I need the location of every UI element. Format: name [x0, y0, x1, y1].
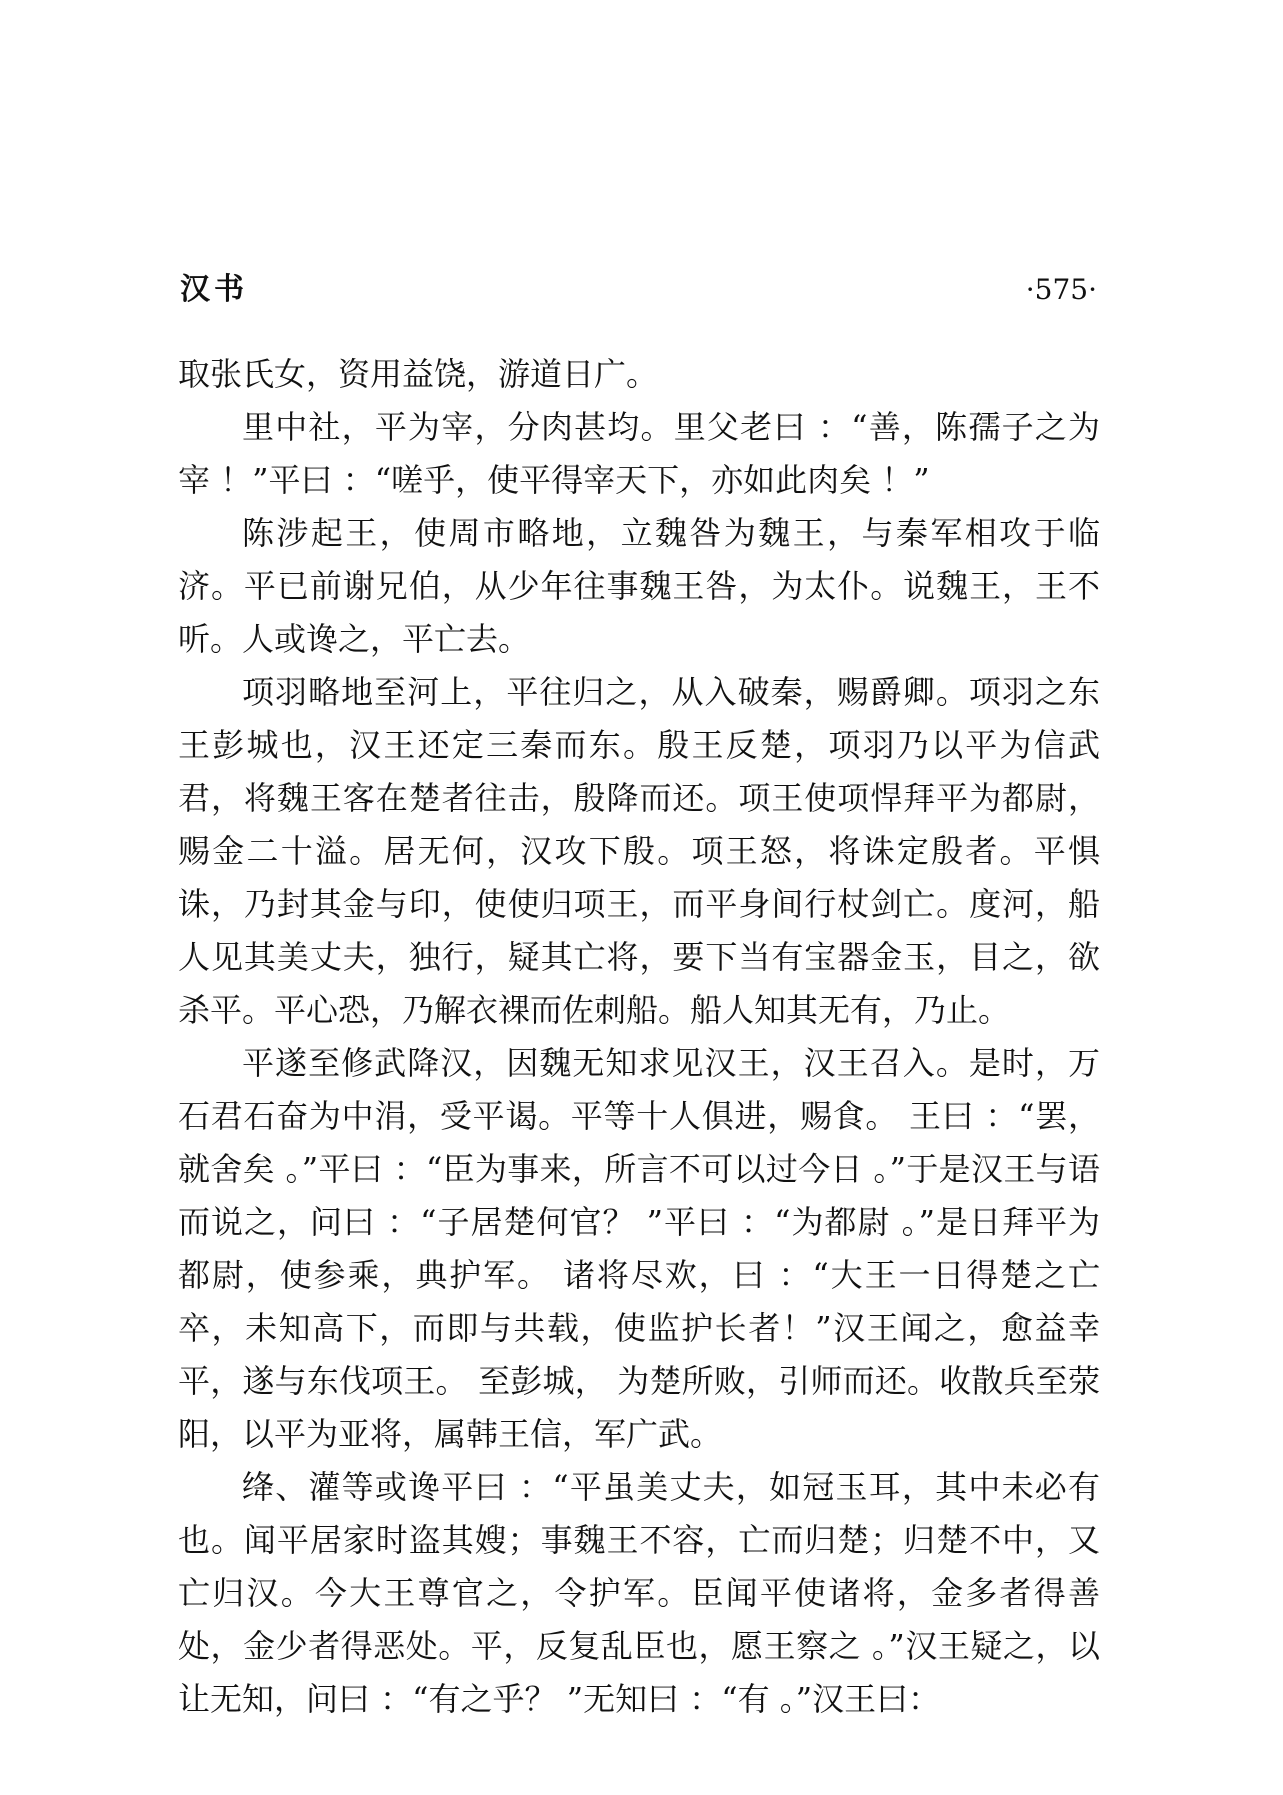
page-header [180, 270, 1097, 310]
paragraph: 取张氏女，资用益饶，游道日广。 [178, 355, 659, 393]
paragraph: 项羽略地至河上，平往归之，从入破秦，赐爵卿。项羽之东王彭城也，汉王还定三秦而东。殷王反楚，项羽乃以平为信武君，将魏王客在楚者往击，殷降而还。项王使项悍拜平为都尉，赐金二十溢。居无何，汉攻下殷。项王怒，将诛定殷者。平惧诛，乃封其金与印，使使归项王，而平身间行杖剑亡。度河，船人见其美丈夫，独行，疑其亡将，要下当有宝器金玉，目之，欲杀平。平心恐，乃解衣裸而佐刺船。船人知其无有，乃止。 [178, 673, 1100, 1029]
paragraph: 陈涉起王，使周市略地，立魏咎为魏王，与秦军相攻于临济。平已前谢兄伯，从少年往事魏王咎，为太仆。说魏王，王不听。人或谗之，平亡去。 [178, 514, 1100, 658]
body-text [178, 348, 1100, 1726]
page-number: ·575· [1025, 273, 1097, 306]
paragraph: 平遂至修武降汉，因魏无知求见汉王，汉王召入。是时，万石君石奋为中涓，受平谒。平等十人俱进，赐食。 王曰 ：“罢，就舍矣 。”平曰 ：“臣为事来，所言不可以过今日 。”于是汉王与语而说之，问曰 ：“子居楚何官？ ”平曰 ：“为都尉 。”是日拜平为都尉，使参乘，典护军。 诸将尽欢，曰 ：“大王一日得楚之亡卒，未知高下，而即与共载，使监护长者！”汉王闻之，愈益幸平，遂与东伐项王。 至彭城， 为楚所败，引师而还。收散兵至荥阳，以平为亚将，属韩王信，军广武。 [178, 1044, 1100, 1453]
paragraph: 绛、灌等或谗平曰 ：“平虽美丈夫，如冠玉耳，其中未必有也。闻平居家时盗其嫂；事魏王不容，亡而归楚；归楚不中，又亡归汉。今大王尊官之，令护军。臣闻平使诸将，金多者得善处，金少者得恶处。平，反复乱臣也，愿王察之 。”汉王疑之，以让无知，问曰 ：“有之乎？ ”无知曰 ：“有 。”汉王曰： [178, 1468, 1100, 1718]
book-title: 汉书 [180, 272, 248, 307]
paragraph: 里中社，平为宰，分肉甚均。里父老曰 ：“善，陈孺子之为宰 ！”平曰 ：“嗟乎，使平得宰天下，亦如此肉矣 ！” [178, 408, 1100, 499]
